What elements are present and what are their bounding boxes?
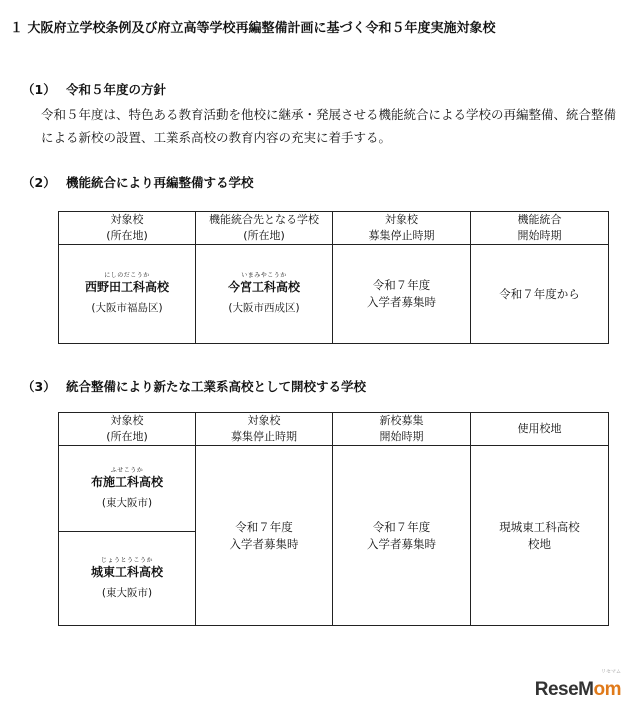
section1-title: 令和５年度の方針 — [66, 82, 167, 97]
section2-heading — [22, 173, 254, 191]
s3-header-target: 対象校 (所在地) — [59, 413, 196, 446]
s3-header-stop: 対象校 募集停止時期 — [196, 413, 333, 446]
section2-title: 機能統合により再編整備する学校 — [66, 175, 254, 190]
s3-school-ruby: ふせこうか — [110, 466, 144, 474]
section1-number: （1） — [22, 82, 56, 97]
s3-stop-cell: 令和７年度 入学者募集時 — [196, 446, 333, 626]
watermark-logo-caption: リセマム — [601, 669, 621, 675]
page-title: １ 大阪府立学校条例及び府立高等学校再編整備計画に基づく令和５年度実施対象校 — [10, 21, 496, 36]
s3-header-newstart: 新校募集 開始時期 — [333, 413, 471, 446]
section3-title: 統合整備により新たな工業系高校として開校する学校 — [66, 379, 367, 394]
s2-header-target: 対象校 (所在地) — [59, 212, 196, 245]
s3-site-cell: 現城東工科高校 校地 — [471, 446, 609, 626]
s2-header-start: 機能統合 開始時期 — [471, 212, 609, 245]
s3-header-site: 使用校地 — [471, 413, 609, 446]
s2-dest-school-ruby: いまみやこうか — [241, 272, 287, 279]
s2-header-destination: 機能統合先となる学校 (所在地) — [196, 212, 333, 245]
section3-heading — [22, 377, 366, 395]
s2-dest-school-address: (大阪市西成区) — [228, 302, 300, 314]
s2-target-school-ruby: にしのだこうか — [104, 272, 150, 279]
s3-school-cell — [59, 532, 196, 626]
section1-heading — [22, 80, 166, 98]
s3-newstart-cell: 令和７年度 入学者募集時 — [333, 446, 471, 626]
section2-number: （2） — [22, 175, 56, 190]
s3-school-address: (東大阪市) — [101, 586, 153, 599]
watermark-logo: ReseMom — [534, 679, 621, 700]
section3-number: （3） — [22, 379, 56, 394]
s3-school-address: (東大阪市) — [101, 496, 153, 509]
s2-target-school-cell — [59, 245, 196, 344]
s3-school-ruby: じょうとうこうか — [100, 556, 153, 564]
s3-school-name: じょうとうこうか 城東工科高校 — [90, 556, 163, 579]
section1-body: 令和５年度は、特色ある教育活動を他校に継承・発展させる機能統合による学校の再編整備、統合整備による新校の設置、工業系高校の教育内容の充実に着手する。 — [41, 107, 617, 145]
section3-table — [58, 412, 609, 626]
s2-dest-school-cell — [196, 245, 333, 344]
s2-target-school: にしのだこうか 西野田工科高校 — [84, 272, 169, 294]
section2-table — [58, 211, 609, 344]
s2-stop-cell: 令和７年度 入学者募集時 — [333, 245, 471, 344]
s3-school-cell — [59, 446, 196, 532]
s2-header-stop: 対象校 募集停止時期 — [333, 212, 471, 245]
s2-target-school-address: (大阪市福島区) — [91, 302, 163, 314]
s3-school-name: ふせこうか 布施工科高校 — [90, 466, 163, 489]
s2-dest-school: いまみやこうか 今宮工科高校 — [227, 272, 300, 294]
s2-start-cell: 令和７年度から — [471, 245, 609, 344]
